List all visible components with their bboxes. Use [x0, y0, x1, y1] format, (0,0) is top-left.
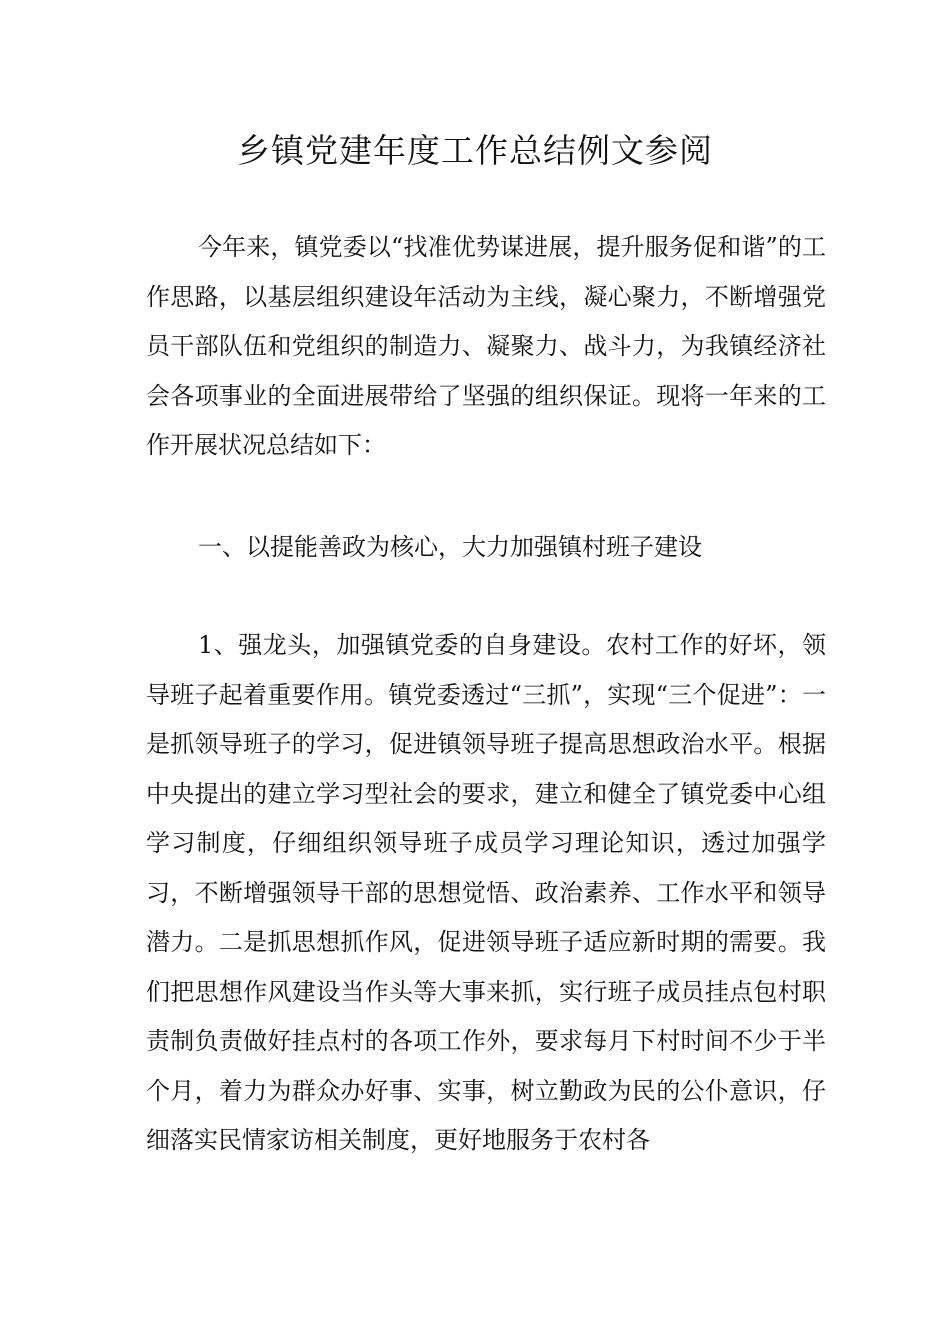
- document-title: 乡镇党建年度工作总结例文参阅: [237, 131, 713, 170]
- section-heading: 一、以提能善政为核心，大力加强镇村班子建设: [198, 533, 702, 561]
- intro-paragraph: 今年来，镇党委以“找准优势谋进展，提升服务促和谐”的工作思路，以基层组织建设年活动为主线，凝心聚力，不断增强党员干部队伍和党组织的制造力、凝聚力、战斗力，为我镇经济社会各项事业的全面进展带给了坚强的组织保证。现将一年来的工作开展状况总结如下：: [146, 233, 826, 459]
- body-paragraph: 1、强龙头，加强镇党委的自身建设。农村工作的好坏，领导班子起着重要作用。镇党委透过“三抓”，实现“三个促进”：一是抓领导班子的学习，促进镇领导班子提高思想政治水平。根据中央提出的建立学习型社会的要求，建立和健全了镇党委中心组学习制度，仔细组织领导班子成员学习理论知识，透过加强学习，不断增强领导干部的思想觉悟、政治素养、工作水平和领导潜力。二是抓思想抓作风，促进领导班子适应新时期的需要。我们把思想作风建设当作头等大事来抓，实行班子成员挂点包村职责制负责做好挂点村的各项工作外，要求每月下村时间不少于半个月，着力为群众办好事、实事，树立勤政为民的公仆意识，仔细落实民情家访相关制度，更好地服务于农村各: [146, 631, 826, 1154]
